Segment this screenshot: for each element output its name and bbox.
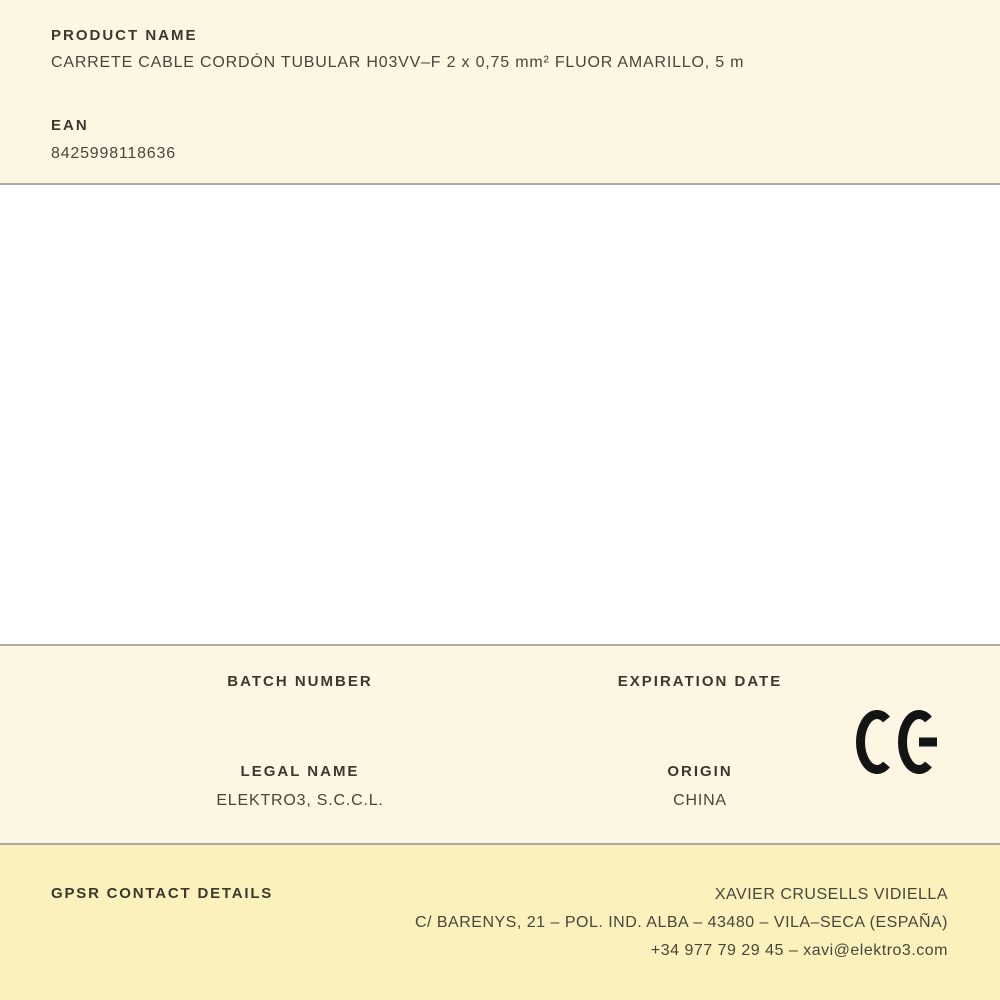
contact-address: C/ BARENYS, 21 – POL. IND. ALBA – 43480 – VILA–SECA (ESPAÑA) bbox=[414, 914, 948, 931]
ce-mark-icon bbox=[856, 710, 942, 774]
legal-name-value: ELEKTRO3, S.C.C.L. bbox=[216, 792, 384, 809]
ean-label: EAN bbox=[51, 117, 89, 134]
gpsr-contact-section bbox=[0, 845, 1000, 1000]
product-name-label: PRODUCT NAME bbox=[51, 27, 198, 44]
gpsr-contact-block bbox=[415, 881, 948, 965]
product-info-section bbox=[0, 0, 1000, 185]
ean-value: 8425998118636 bbox=[51, 145, 176, 162]
contact-phone-email: +34 977 79 29 45 – xavi@elektro3.com bbox=[650, 942, 948, 959]
expiration-date-label: EXPIRATION DATE bbox=[617, 673, 783, 690]
batch-number-label: BATCH NUMBER bbox=[227, 673, 373, 690]
product-image-area bbox=[0, 187, 1000, 644]
gpsr-contact-label: GPSR CONTACT DETAILS bbox=[51, 885, 274, 902]
product-name-value: CARRETE CABLE CORDÓN TUBULAR H03VV–F 2 x 0,75 mm² FLUOR AMARILLO, 5 m bbox=[51, 54, 745, 71]
origin-value: CHINA bbox=[673, 792, 727, 809]
origin-label: ORIGIN bbox=[667, 763, 733, 780]
product-details-section bbox=[0, 644, 1000, 845]
contact-name: XAVIER CRUSELLS VIDIELLA bbox=[714, 886, 948, 903]
legal-name-label: LEGAL NAME bbox=[240, 763, 360, 780]
